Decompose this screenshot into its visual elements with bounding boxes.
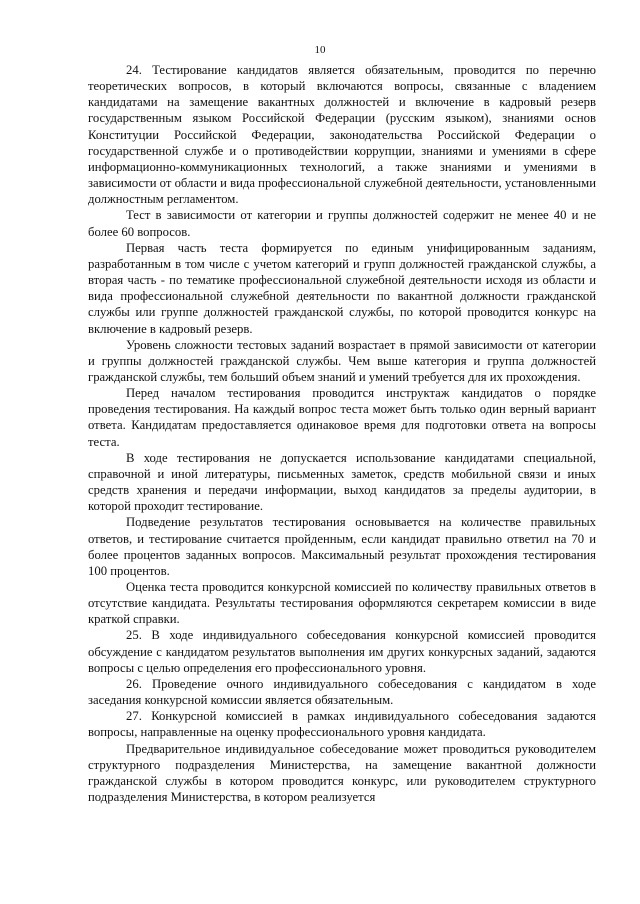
paragraph: Предварительное индивидуальное собеседование может проводиться руководителем структурного подразделения Министерства, на замещение вакантной должности гражданской службы в котором проводится конкурс, или руководителем структурного подразделения Министерства, в котором реализуется xyxy=(88,741,596,805)
paragraph: Тест в зависимости от категории и группы должностей содержит не менее 40 и не более 60 вопросов. xyxy=(88,208,596,239)
paragraph: Перед началом тестирования проводится инструктаж кандидатов о порядке проведения тестирования. На каждый вопрос теста может быть только один верный вариант ответа. Кандидатам предоставляется одинаковое время для подготовки ответа на вопросы теста. xyxy=(88,386,596,449)
paragraph: В ходе тестирования не допускается использование кандидатами специальной, справочной и иной литературы, письменных заметок, средств мобильной связи и иных средств хранения и передачи информации, выход кандидатов за пределы аудитории, в которой проходит тестирование. xyxy=(88,450,596,514)
paragraph: Подведение результатов тестирования основывается на количестве правильных ответов, и тестирование считается пройденным, если кандидат правильно ответил на 70 и более процентов заданных вопросов. Максимальный результат прохождения тестирования 100 процентов. xyxy=(88,515,596,578)
paragraph: 27. Конкурсной комиссией в рамках индивидуального собеседования задаются вопросы, направленные на оценку профессионального уровня кандидата. xyxy=(88,709,596,740)
paragraph: Первая часть теста формируется по единым унифицированным заданиям, разработанным в том числе с учетом категорий и групп должностей гражданской службы, а вторая часть - по тематике профессиональной служебной деятельности исходя из области и вида профессиональной служебной деятельности по вакантной должности гражданской службы или группе должностей гражданской службы, по которой проводится конкурс на включение в кадровый резерв. xyxy=(88,240,596,336)
document-body xyxy=(88,62,596,805)
paragraph: Уровень сложности тестовых заданий возрастает в прямой зависимости от категории и группы должностей гражданской службы. Чем выше категория и группа должностей гражданской службы, тем больший объем знаний и умений требуется для их прохождения. xyxy=(88,337,596,384)
paragraph: 24. Тестирование кандидатов является обязательным, проводится по перечню теоретических вопросов, в который включаются вопросы, связанные с владением кандидатами на замещение вакантных должностей и включение в кадровый резерв государственным языком Российской Федерации (русским языком), знаниями основ Конституции Российской Федерации, законодательства Российской Федерации о государственной службе и о противодействии коррупции, знаниями и умениями в сфере информационно-коммуникационных технологий, а также знаниями и умениями в зависимости от области и вида профессиональной служебной деятельности, установленными должностным регламентом. xyxy=(88,63,596,207)
page-number: 10 xyxy=(314,44,326,56)
paragraph: 25. В ходе индивидуального собеседования конкурсной комиссией проводится обсуждение с кандидатом результатов выполнения им других конкурсных заданий, задаются вопросы с целью определения его профессионального уровня. xyxy=(88,628,596,675)
paragraph: 26. Проведение очного индивидуального собеседования с кандидатом в ходе заседания конкурсной комиссии является обязательным. xyxy=(88,676,596,708)
paragraph: Оценка теста проводится конкурсной комиссией по количеству правильных ответов в отсутствие кандидата. Результаты тестирования оформляются секретарем комиссии в виде краткой справки. xyxy=(88,580,596,627)
